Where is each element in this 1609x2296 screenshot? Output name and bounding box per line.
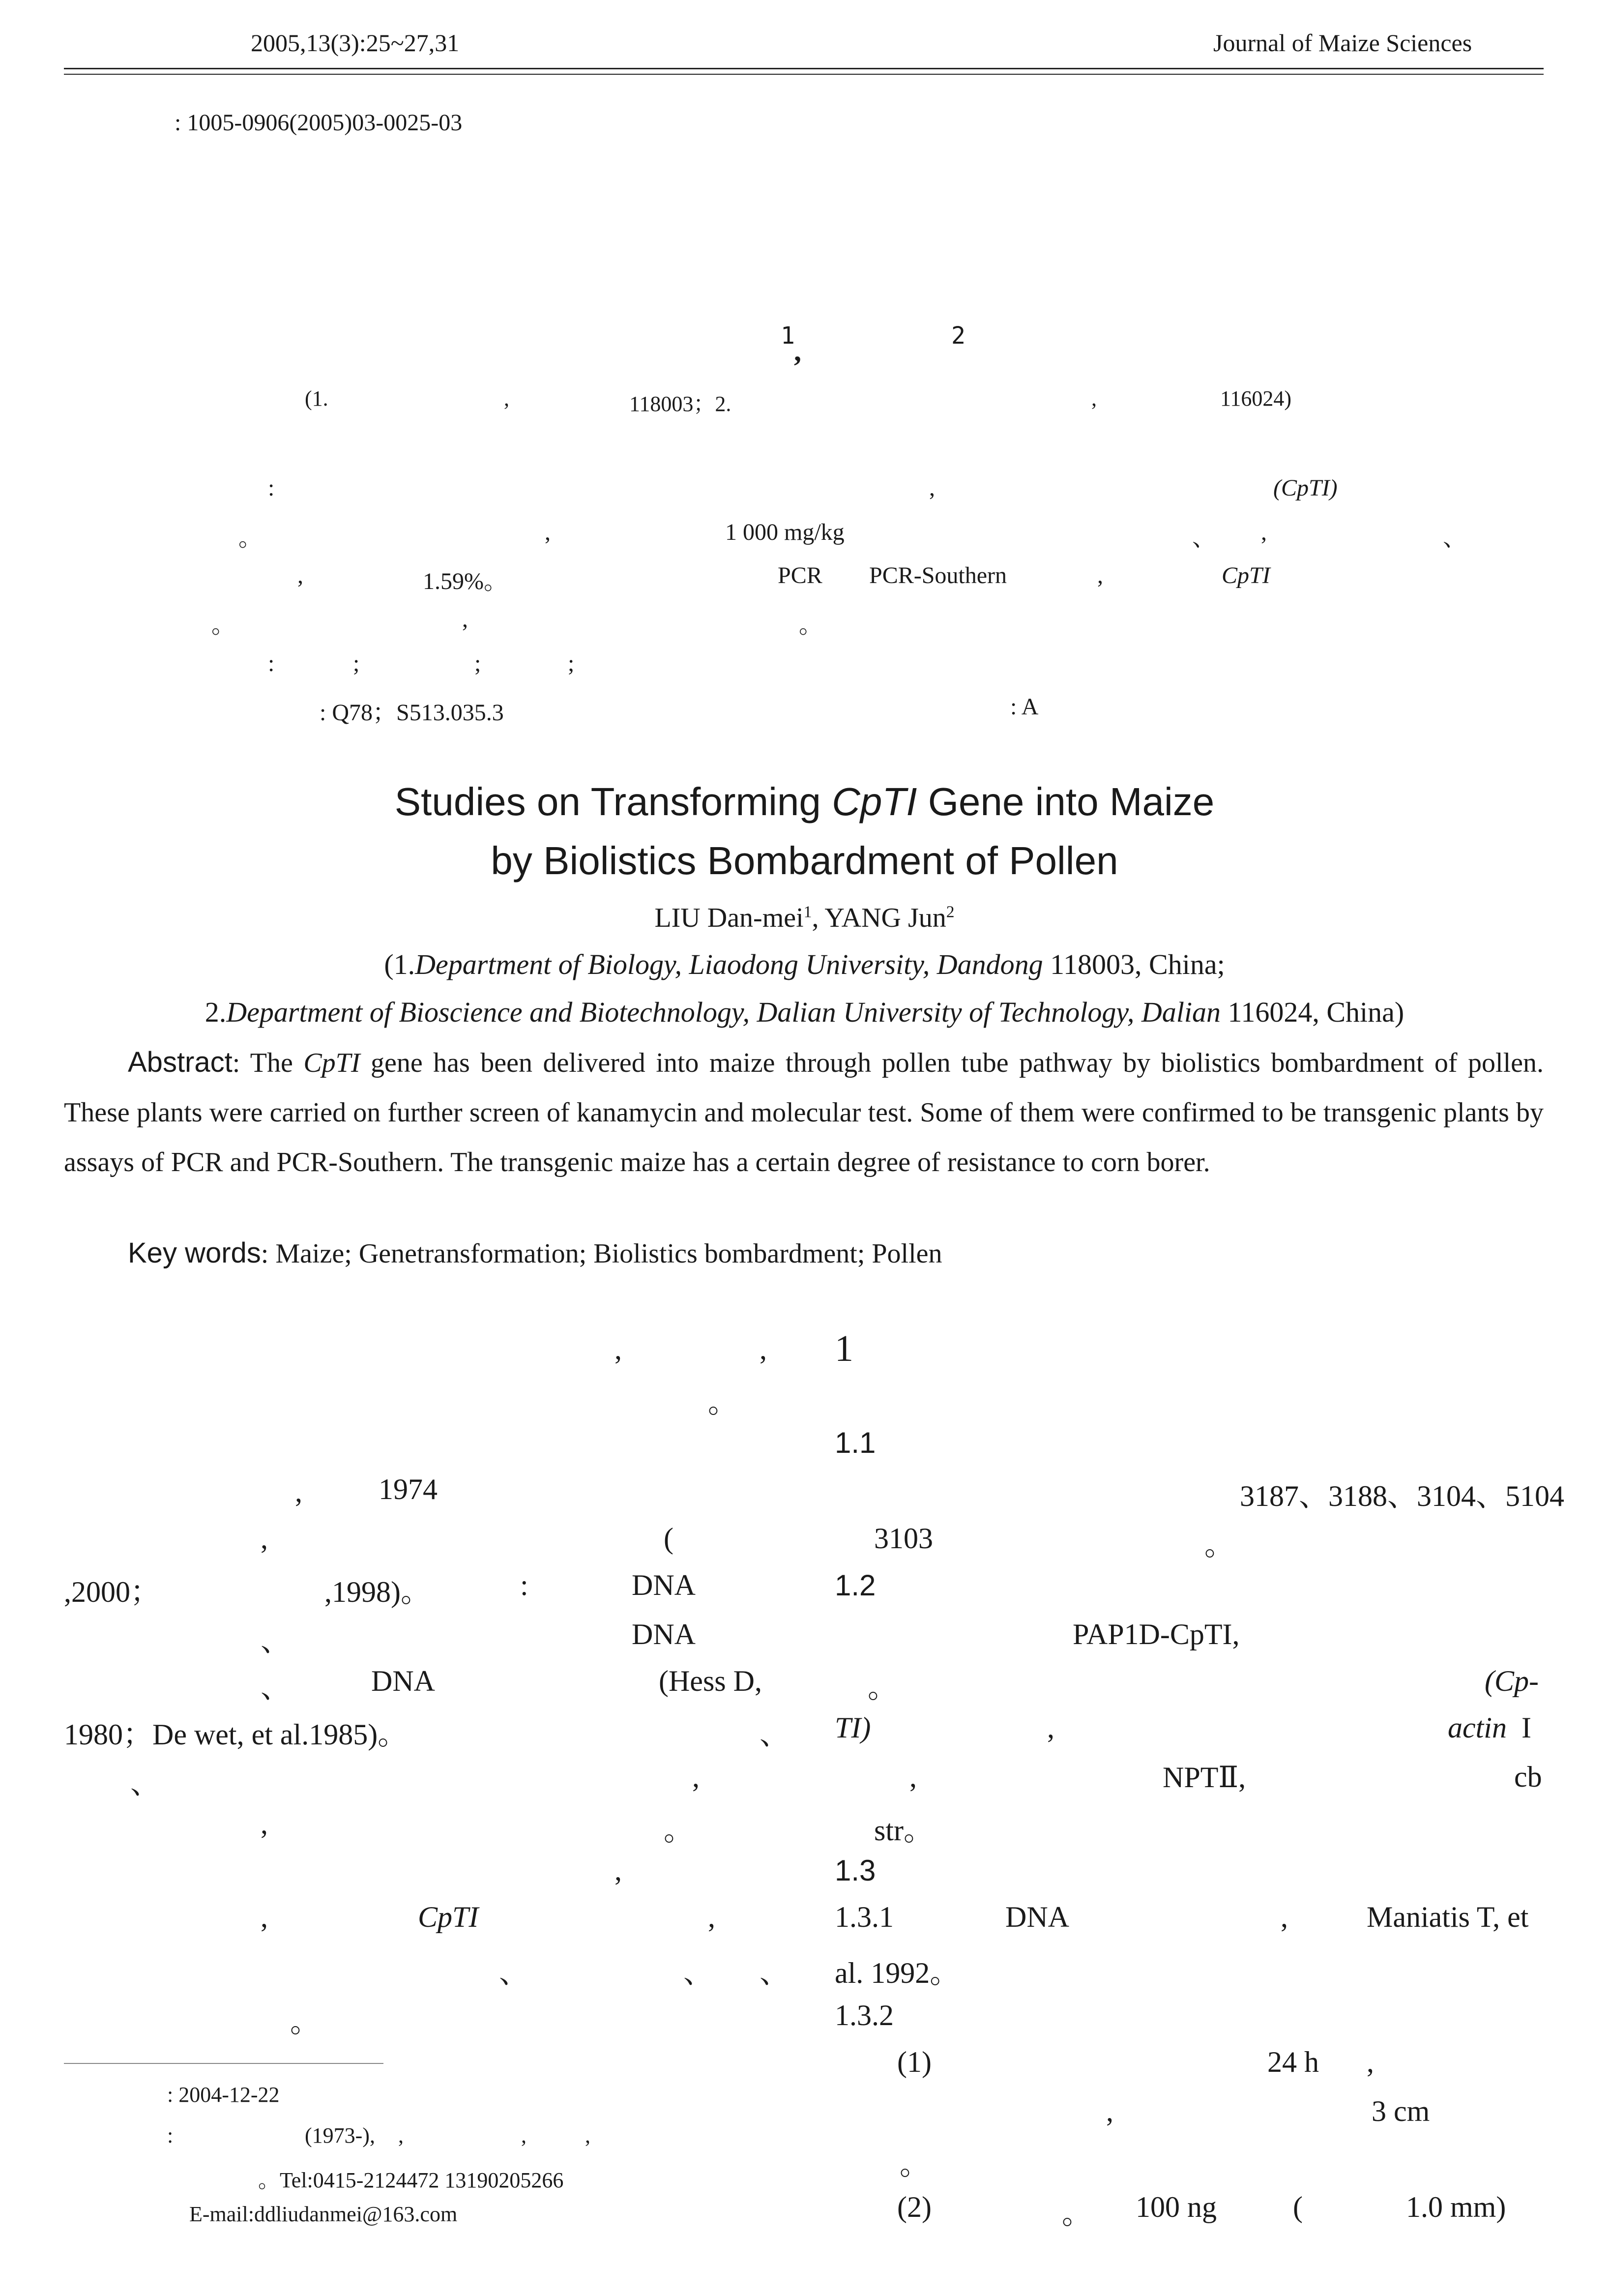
header-citation: 2005,13(3):25~27,31 <box>251 29 460 57</box>
abstract-en: Abstract: The CpTI gene has been delivered into maize through pollen tube pathway by biolistics bombardment of pollen. These plants were carried on further screen of kanamycin and molecular test. Some of them were confirmed to be transgenic plants by assays of PCR and PCR-Southern. The transgenic maize has a certain degree of resistance to corn borer. <box>64 1046 1544 1177</box>
section-1-3-heading: 1.3 <box>835 1854 876 1887</box>
footnote-tel: 。Tel:0415-2124472 13190205266 <box>258 2168 564 2192</box>
author-sup-1: 1 <box>781 322 795 350</box>
clc-number: : Q78；S513.035.3 <box>320 700 504 726</box>
title-en-line-1: Studies on Transforming CpTI Gene into Maize <box>394 780 1215 824</box>
footnote-rule <box>64 2063 383 2064</box>
affiliation-en-2: 2.Department of Bioscience and Biotechnology, Dalian University of Technology, Dalian 116024, China) <box>205 996 1404 1028</box>
header-rule-top <box>64 68 1544 69</box>
footnote-received: : 2004-12-22 <box>167 2083 280 2107</box>
section-1-heading: 1 <box>835 1328 853 1369</box>
header-rule-bottom <box>64 74 1544 75</box>
keywords-en: Key words: Maize; Genetransformation; Biolistics bombardment; Pollen <box>128 1237 942 1269</box>
author-sup-2: 2 <box>951 322 965 350</box>
section-1-1-heading: 1.1 <box>835 1426 876 1459</box>
document-code: : A <box>1010 694 1039 720</box>
article-number: : 1005-0906(2005)03-0025-03 <box>175 110 463 136</box>
section-1-2-heading: 1.2 <box>835 1569 876 1602</box>
header-journal: Journal of Maize Sciences <box>1213 29 1472 57</box>
footnote-email: E-mail:ddliudanmei@163.com <box>189 2202 458 2226</box>
title-en-line-2: by Biolistics Bombardment of Pollen <box>491 839 1118 883</box>
affiliation-en-1: (1.Department of Biology, Liaodong University, Dandong 118003, China; <box>384 948 1225 980</box>
author-separator: , <box>794 335 801 367</box>
authors-en: LIU Dan-mei$^1$, YANG Jun$^2$ <box>654 903 955 933</box>
